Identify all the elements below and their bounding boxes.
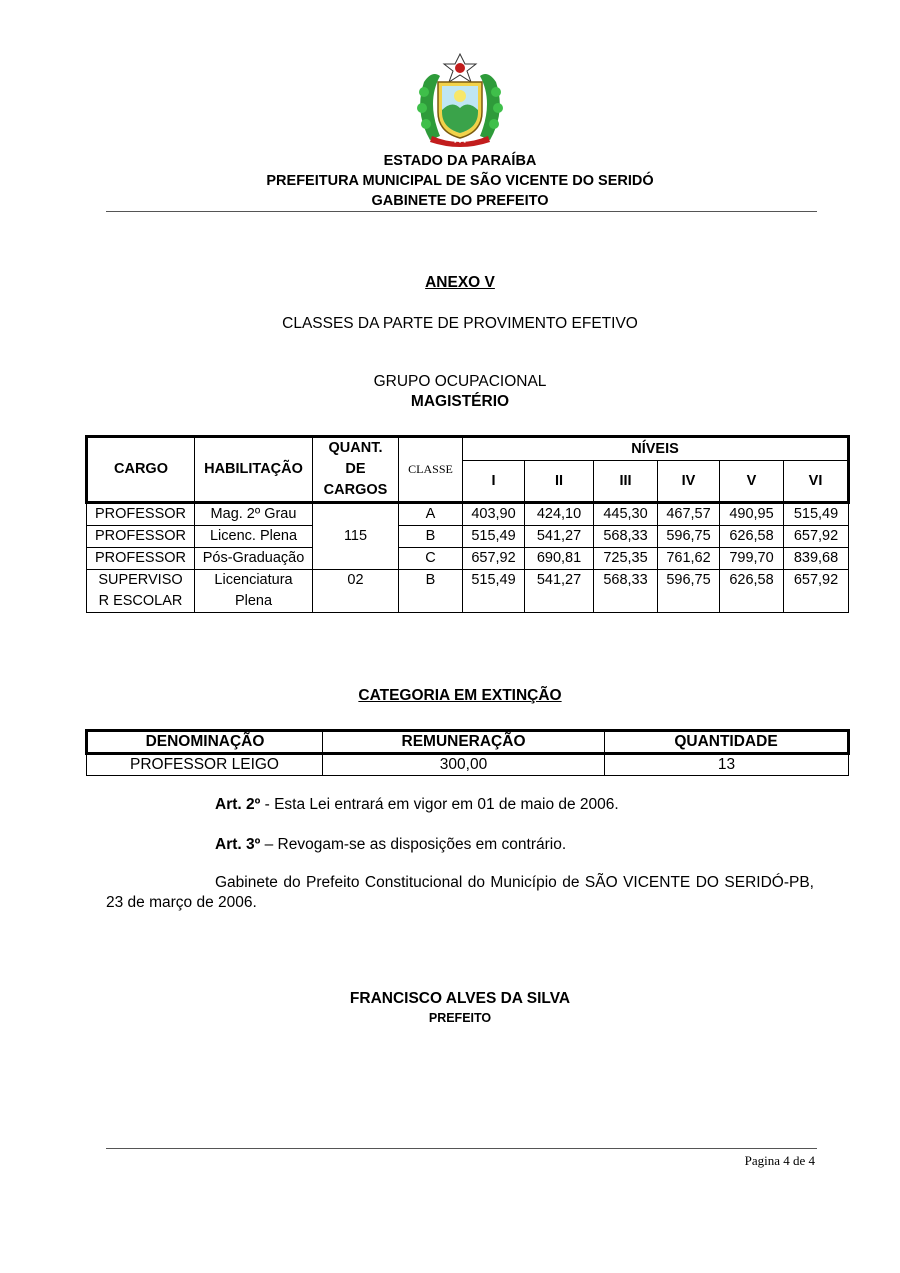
cell-habilitacao: Mag. 2º Grau [195,503,313,526]
cell-value: 541,27 [525,570,594,613]
cell-remuneracao: 300,00 [323,754,605,776]
cell-value: 657,92 [463,548,525,570]
cell-value: 626,58 [720,526,784,548]
cell-value: 596,75 [658,570,720,613]
cell-value: 541,27 [525,526,594,548]
cell-habilitacao: Pós-Graduação [195,548,313,570]
header-niveis: NÍVEIS [463,437,849,461]
article-2-label: Art. 2º [215,796,261,813]
cell-value: 467,57 [658,503,720,526]
header-prefecture: PREFEITURA MUNICIPAL DE SÃO VICENTE DO SERIDÓ [266,173,654,189]
cell-cargo: PROFESSOR [87,526,195,548]
group-name: MAGISTÉRIO [410,393,510,410]
cell-cargo: PROFESSOR [87,548,195,570]
header-level: III [594,461,658,503]
cell-value: 657,92 [784,526,849,548]
header-classe: CLASSE [399,437,463,503]
article-3-label: Art. 3º [215,836,261,853]
header-quant-line1: QUANT. [328,440,383,456]
cell-quantidade: 13 [605,754,849,776]
cell-value: 490,95 [720,503,784,526]
cell-classe: B [399,526,463,548]
cell-classe: A [399,503,463,526]
header-level: IV [658,461,720,503]
cell-value: 725,35 [594,548,658,570]
cell-value: 799,70 [720,548,784,570]
header-quant [313,437,399,503]
cell-value: 445,30 [594,503,658,526]
header-level: VI [784,461,849,503]
svg-text:★ ★ ★: ★ ★ ★ [453,139,467,144]
signatory-name: FRANCISCO ALVES DA SILVA [349,990,571,1007]
header-divider [106,211,817,212]
extinction-table [85,729,850,776]
cell-value: 515,49 [463,570,525,613]
header-remuneracao: REMUNERAÇÃO [323,731,605,754]
header-level: I [463,461,525,503]
header-denominacao: DENOMINAÇÃO [87,731,323,754]
article-3-text: – Revogam-se as disposições em contrário. [260,836,567,853]
coat-of-arms-emblem [410,52,510,148]
cell-hab-line1: Licenciatura [214,572,293,588]
page-number: Pagina 4 de 4 [744,1153,815,1168]
cell-classe: C [399,548,463,570]
cell-cargo [87,570,195,613]
cell-value: 839,68 [784,548,849,570]
table-row [87,526,849,548]
cell-value: 568,33 [594,570,658,613]
cell-value: 596,75 [658,526,720,548]
annex-subtitle: CLASSES DA PARTE DE PROVIMENTO EFETIVO [282,315,638,332]
cell-cargo-line1: SUPERVISO [98,572,183,588]
table-row [87,570,849,613]
magisterio-salary-table [85,435,850,613]
cell-cargo-line2: R ESCOLAR [98,593,183,609]
cell-quant: 02 [313,570,399,613]
cell-habilitacao: Licenc. Plena [195,526,313,548]
header-level: II [525,461,594,503]
article-3 [215,835,566,855]
header-cargo: CARGO [87,437,195,503]
cell-value: 568,33 [594,526,658,548]
header-quantidade: QUANTIDADE [605,731,849,754]
cell-habilitacao [195,570,313,613]
header-quant-line2: DE [345,461,366,477]
cell-value: 515,49 [463,526,525,548]
cell-cargo: PROFESSOR [87,503,195,526]
extinction-title: CATEGORIA EM EXTINÇÃO [358,687,562,704]
table-row [87,503,849,526]
cell-value: 657,92 [784,570,849,613]
cell-value: 403,90 [463,503,525,526]
cell-value: 626,58 [720,570,784,613]
cell-value: 424,10 [525,503,594,526]
article-2 [215,795,619,815]
cell-value: 761,62 [658,548,720,570]
header-level: V [720,461,784,503]
cell-denominacao: PROFESSOR LEIGO [87,754,323,776]
table-row [87,754,849,776]
cell-classe: B [399,570,463,613]
article-2-text: - Esta Lei entrará em vigor em 01 de maio de 2006. [260,796,619,813]
header-office: GABINETE DO PREFEITO [371,193,549,209]
footer-divider [106,1148,817,1149]
group-label: GRUPO OCUPACIONAL [373,373,547,390]
cell-value: 515,49 [784,503,849,526]
closing-paragraph: Gabinete do Prefeito Constitucional do Município de SÃO VICENTE DO SERIDÓ-PB, 23 de março de 2006. [106,874,814,911]
cell-value: 690,81 [525,548,594,570]
table-row [87,548,849,570]
header-habilitacao: HABILITAÇÃO [195,437,313,503]
annex-title: ANEXO V [425,274,495,291]
header-state: ESTADO DA PARAÍBA [383,153,537,169]
signatory-role: PREFEITO [428,1011,492,1025]
cell-hab-line2: Plena [234,593,273,609]
header-quant-line3: CARGOS [323,482,388,498]
cell-quant: 115 [313,503,399,570]
